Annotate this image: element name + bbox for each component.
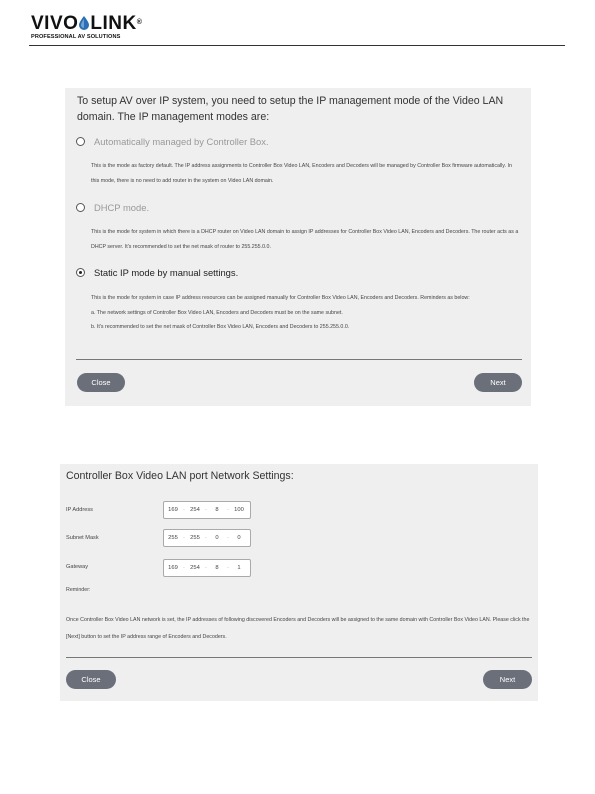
gateway-label: Gateway xyxy=(66,564,89,570)
close-button[interactable]: Close xyxy=(66,670,116,689)
subnet-mask-input[interactable]: 255 · 255 · 0 · 0 xyxy=(163,529,251,547)
close-button[interactable]: Close xyxy=(77,373,125,392)
option-auto-managed[interactable] xyxy=(76,136,269,147)
static-ip-description-line: This is the mode for system in case IP address resources can be assigned manually for Controller Box Video LAN, Encoders and Decoders. Reminders as below: xyxy=(91,295,470,301)
droplet-icon xyxy=(79,16,89,30)
gateway-octet-4[interactable]: 1 xyxy=(237,565,241,571)
static-ip-reminder-a: a. The network settings of Controller Box Video LAN, Encoders and Decoders must be on the same subnet. xyxy=(91,309,343,316)
logo-brand-right: LINK xyxy=(90,13,137,34)
option-static-ip-description xyxy=(91,291,521,335)
intro-text: To setup AV over IP system, you need to setup the IP management mode of the Video LAN domain. The IP management modes are: xyxy=(77,95,504,123)
gateway-octet-1[interactable]: 169 xyxy=(168,565,178,571)
logo-registered-mark: ® xyxy=(136,19,143,26)
network-settings-dialog xyxy=(60,464,538,701)
ip-octet-1[interactable]: 169 xyxy=(168,507,178,513)
radio-static-ip[interactable] xyxy=(76,268,85,277)
gateway-input[interactable]: 169 · 254 · 8 · 1 xyxy=(163,559,251,577)
ip-octet-2[interactable]: 254 xyxy=(190,507,200,513)
ip-address-input[interactable]: 169 · 254 · 8 · 100 xyxy=(163,501,251,519)
mask-octet-3[interactable]: 0 xyxy=(215,535,219,541)
radio-auto-managed[interactable] xyxy=(76,137,85,146)
reminder-text: Once Controller Box Video LAN network is set, the IP addresses of following discovered Encoders and Decoders will be assigned to the same domain with Controller Box Video LAN. Please click the [Next] button to set the IP address range of Encoders and Decoders. xyxy=(66,617,530,640)
gateway-octet-2[interactable]: 254 xyxy=(190,565,200,571)
network-settings-title: Controller Box Video LAN port Network Settings: xyxy=(66,470,294,482)
ip-octet-4[interactable]: 100 xyxy=(234,507,244,513)
reminder-label: Reminder: xyxy=(66,587,91,593)
vivolink-logo xyxy=(31,14,146,44)
option-dhcp-description: This is the mode for system in which there is a DHCP router on Video LAN domain to assign IP addresses for Controller Box Video LAN, Encoders and Decoders. The router acts as a DHCP server. It's recommended to set the net mask of router to 255.255.0.0. xyxy=(91,229,519,250)
gateway-octet-3[interactable]: 8 xyxy=(215,565,219,571)
option-auto-managed-description: This is the mode as factory default. The IP address assignments to Controller Box Video LAN, Encoders and Decoders will be managed by Controller Box firmware automatically. In this mode, there is no need to add router in the system on Video LAN domain. xyxy=(91,163,512,184)
ip-octet-3[interactable]: 8 xyxy=(215,507,219,513)
logo-tagline: PROFESSIONAL AV SOLUTIONS xyxy=(31,34,121,40)
radio-dhcp[interactable] xyxy=(76,203,85,212)
dialog-divider xyxy=(76,359,522,360)
mask-octet-2[interactable]: 255 xyxy=(190,535,200,541)
next-button[interactable]: Next xyxy=(483,670,532,689)
header-divider xyxy=(29,45,565,46)
option-static-ip-label: Static IP mode by manual settings. xyxy=(94,267,239,278)
mask-octet-1[interactable]: 255 xyxy=(168,535,178,541)
logo-brand-left: VIVO xyxy=(31,13,79,34)
mask-octet-4[interactable]: 0 xyxy=(237,535,241,541)
ip-management-mode-dialog xyxy=(65,88,531,406)
static-ip-reminder-b: b. It's recommended to set the net mask of Controller Box Video LAN, Encoders and Decoders to 255.255.0.0. xyxy=(91,324,350,330)
subnet-mask-label: Subnet Mask xyxy=(66,535,99,541)
ip-address-label: IP Address xyxy=(66,507,93,513)
option-dhcp-label: DHCP mode. xyxy=(94,202,150,213)
option-auto-managed-label: Automatically managed by Controller Box. xyxy=(94,136,269,147)
dialog-divider xyxy=(66,657,532,658)
option-dhcp[interactable] xyxy=(76,202,149,213)
next-button[interactable]: Next xyxy=(474,373,522,392)
option-static-ip[interactable] xyxy=(76,267,238,278)
